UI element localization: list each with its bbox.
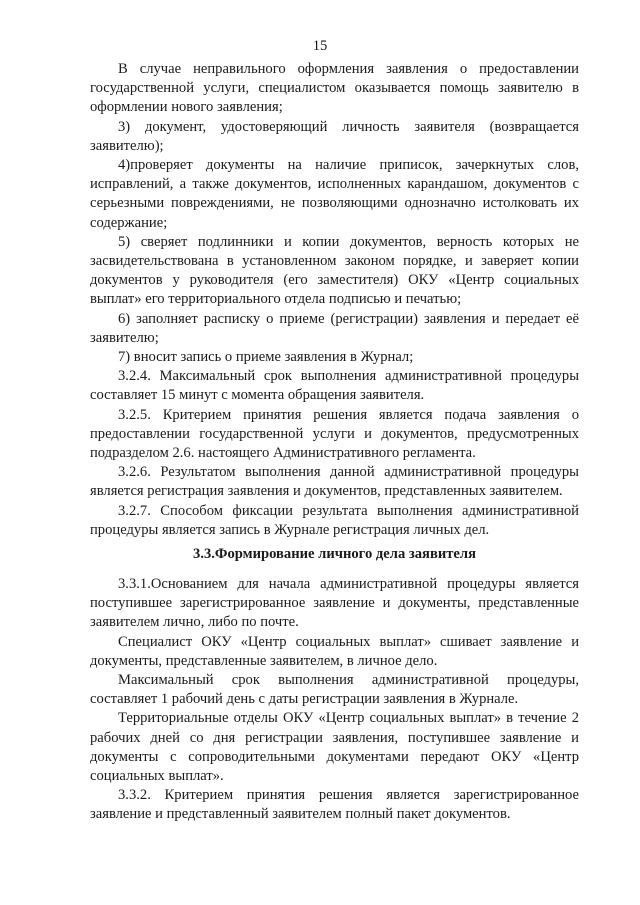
section-3-2-text xyxy=(90,60,579,540)
paragraph: 3) документ, удостоверяющий личность заявителя (возвращается заявителю); xyxy=(90,118,579,154)
paragraph: В случае неправильного оформления заявления о предоставлении государственной услуги, специалистом оказывается помощь заявителю в оформлении нового заявления; xyxy=(90,61,579,116)
paragraph: 5) сверяет подлинники и копии документов, верность которых не засвидетельствована в установленном законом порядке, и заверяет копии документов у руководителя (его заместителя) ОКУ «Центр социальных выплат» его территориального отдела подписью и печатью; xyxy=(90,233,579,308)
section-3-3-text xyxy=(90,575,579,825)
paragraph: Максимальный срок выполнения административной процедуры, составляет 1 рабочий день с даты регистрации заявления в Журнале. xyxy=(90,672,579,708)
paragraph: 6) заполняет расписку о приеме (регистрации) заявления и передает её заявителю; xyxy=(90,310,579,346)
page-number: 15 xyxy=(312,38,328,54)
paragraph: 3.3.2. Критерием принятия решения является зарегистрированное заявление и представленный заявителем полный пакет документов. xyxy=(90,787,579,823)
paragraph: 3.2.7. Способом фиксации результата выполнения административной процедуры является запись в Журнале регистрация личных дел. xyxy=(90,502,579,538)
paragraph: Территориальные отделы ОКУ «Центр социальных выплат» в течение 2 рабочих дней со дня регистрации заявления, поступившее заявление и документы с сопроводительными документами передают ОКУ «Центр социальных выплат». xyxy=(90,710,579,785)
paragraph: 4)проверяет документы на наличие приписок, зачеркнутых слов, исправлений, а также документов, исполненных карандашом, документов с серьезными повреждениями, не позволяющими однозначно истолковать их содержание; xyxy=(90,157,579,231)
paragraph: 7) вносит запись о приеме заявления в Журнал; xyxy=(118,349,414,366)
paragraph: Специалист ОКУ «Центр социальных выплат» сшивает заявление и документы, представленные заявителем, в личное дело. xyxy=(90,633,579,669)
paragraph: 3.2.4. Максимальный срок выполнения административной процедуры составляет 15 минут с момента обращения заявителя. xyxy=(90,368,579,404)
section-heading: 3.3.Формирование личного дела заявителя xyxy=(193,546,476,562)
paragraph: 3.2.6. Результатом выполнения данной административной процедуры является регистрация заявления и документов, представленных заявителем. xyxy=(90,464,579,500)
paragraph: 3.3.1.Основанием для начала административной процедуры является поступившее зарегистрированное заявление и документы, представленные заявителем лично, либо по почте. xyxy=(90,576,579,631)
paragraph: 3.2.5. Критерием принятия решения является подача заявления о предоставлении государственной услуги и документов, предусмотренных подразделом 2.6. настоящего Административного регламента. xyxy=(90,406,579,462)
